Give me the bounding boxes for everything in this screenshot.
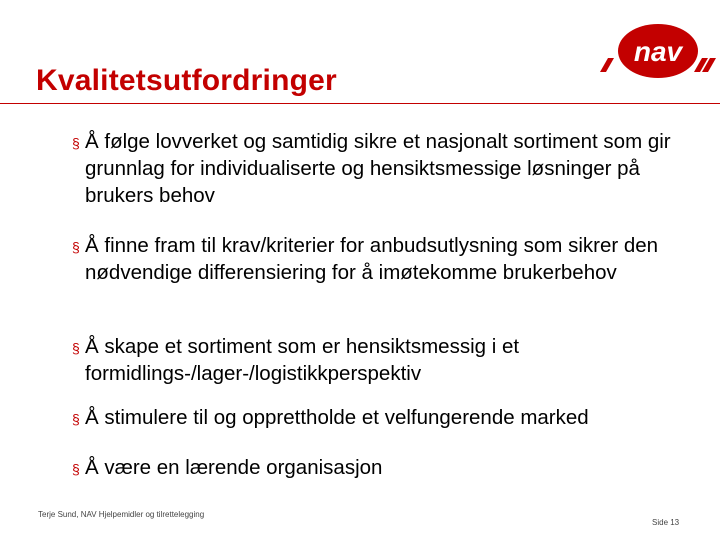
bullet-item [70, 128, 710, 209]
slide-title: Kvalitetsutfordringer [36, 64, 337, 97]
bullet-marker: § [72, 135, 80, 151]
footer-author: Terje Sund, NAV Hjelpemidler og tilrettelegging [38, 510, 205, 519]
bullet-marker: § [72, 461, 80, 477]
bullet-marker: § [72, 239, 80, 255]
bullet-marker: § [72, 411, 80, 427]
bullet-text: Å følge lovverket og samtidig sikre et nasjonalt sortiment som gir grunnlag for individualiserte og hensiktsmessige løsninger på brukers behov [85, 130, 671, 207]
bullet-item [70, 454, 710, 481]
bullet-text: Å finne fram til krav/kriterier for anbudsutlysning som sikrer den nødvendige differensiering for å imøtekomme brukerbehov [85, 234, 659, 284]
page-number: Side 13 [652, 518, 680, 527]
title-divider [0, 103, 720, 104]
bullet-item [70, 333, 710, 387]
bullet-text: Å stimulere til og opprettholde et velfungerende marked [85, 406, 589, 429]
bullet-text: Å være en lærende organisasjon [85, 456, 383, 479]
nav-logo [598, 22, 718, 80]
bullet-item [70, 232, 710, 286]
logo-text: nav [633, 36, 683, 67]
bullet-marker: § [72, 340, 80, 356]
bullet-text: Å skape et sortiment som er hensiktsmessig i et formidlings-/lager-/logistikkperspektiv [85, 335, 520, 385]
bullet-item [70, 404, 710, 431]
